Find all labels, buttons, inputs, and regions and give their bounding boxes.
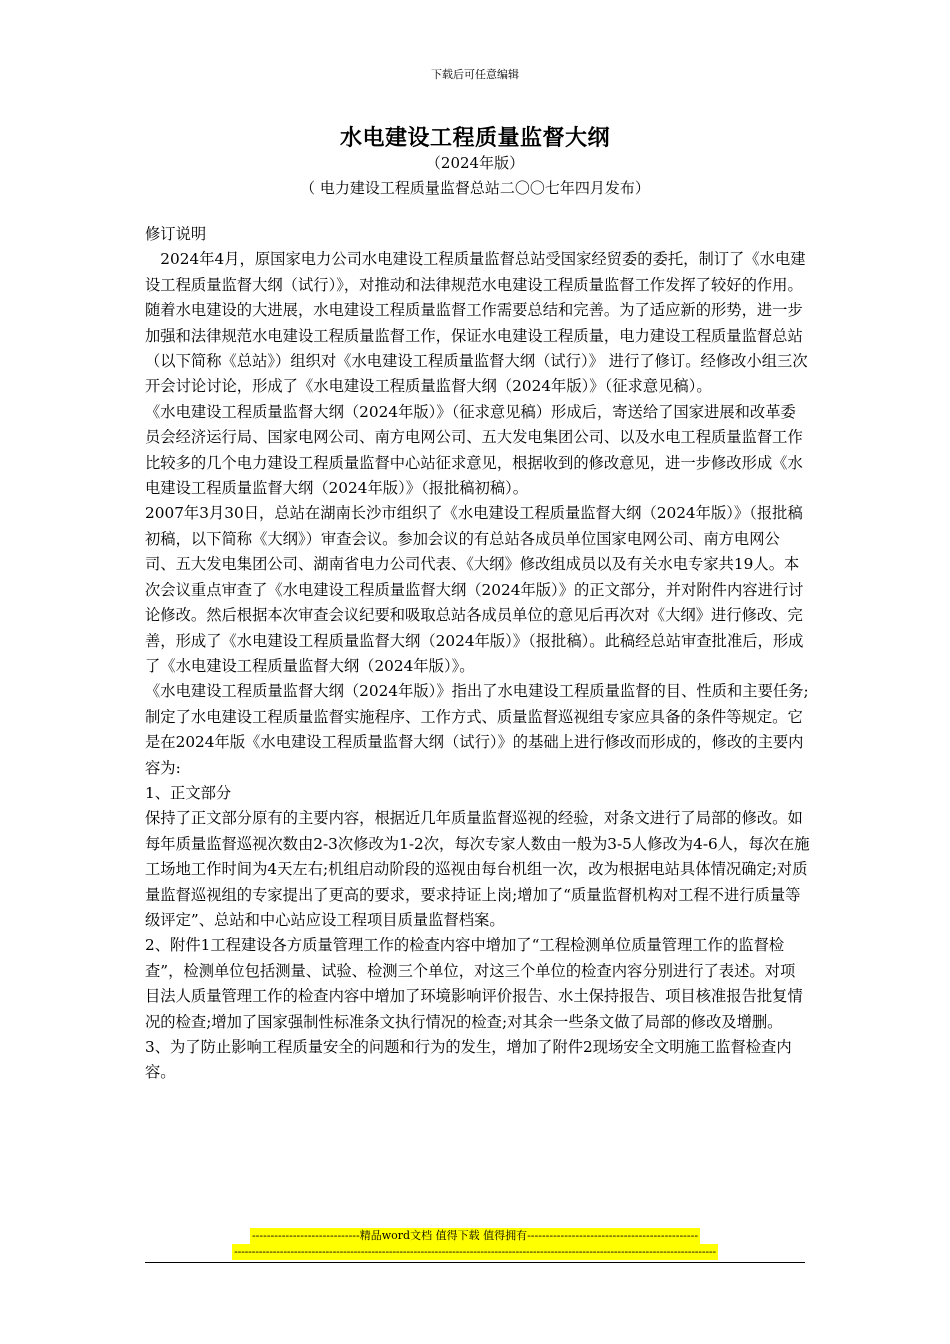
footer-banner-line1: -----------------------------精品word文档 值得下载 值得拥有---------------------------------------------- [251, 1229, 699, 1242]
edition-label: （2024年版） [425, 154, 525, 172]
list-heading: 1、正文部分 [145, 783, 232, 802]
list-item: 2、附件1工程建设各方质量管理工作的检查内容中增加了“工程检测单位质量管理工作的监督检查”，检测单位包括测量、试验、检测三个单位，对这三个单位的检查内容分别进行了表述。对项目法人质量管理工作的检查内容中增加了环境影响评价报告、水土保持报告、项目核准报告批复情况的检查;增加了国家强制性标准条文执行情况的检查;对其余一些条文做了局部的修改及增删。 [145, 936, 803, 1031]
footer-banner-line2: ----------------------------------------------------------------------------------------------------------------------------------------- [234, 1245, 716, 1258]
page-header-note: 下载后可任意编辑 [431, 68, 519, 81]
document-body [145, 222, 810, 1086]
paragraph: 保持了正文部分原有的主要内容，根据近几年质量监督巡视的经验，对条文进行了局部的修改。如每年质量监督巡视次数由2-3次修改为1-2次，每次专家人数由一般为3-5人修改为4-6人，每次在施工场地工作时间为4天左右;机组启动阶段的巡视由每台机组一次，改为根据电站具体情况确定;对质量监督巡视组的专家提出了更高的要求，要求持证上岗;增加了“质量监督机构对工程不进行质量等级评定”、总站和中心站应设工程项目质量监督档案。 [145, 809, 810, 929]
publisher-line: （ 电力建设工程质量监督总站二〇〇七年四月发布） [300, 179, 650, 197]
paragraph: 《水电建设工程质量监督大纲（2024年版）》指出了水电建设工程质量监督的目、性质和主要任务;制定了水电建设工程质量监督实施程序、工作方式、质量监督巡视组专家应具备的条件等规定。它是在2024年版《水电建设工程质量监督大纲（试行）》的基础上进行修改而形成的，修改的主要内容为: [145, 682, 809, 777]
footer-banner [0, 1228, 950, 1260]
paragraph: 《水电建设工程质量监督大纲（2024年版）》（征求意见稿）形成后，寄送给了国家进展和改革委员会经济运行局、国家电网公司、南方电网公司、五大发电集团公司、以及水电工程质量监督工作比较多的几个电力建设工程质量监督中心站征求意见，根据收到的修改意见，进一步修改形成《水电建设工程质量监督大纲（2024年版）》（报批稿初稿）。 [145, 402, 803, 498]
paragraph: 2024年4月，原国家电力公司水电建设工程质量监督总站受国家经贸委的委托，制订了《水电建设工程质量监督大纲（试行）》，对推动和法律规范水电建设工程质量监督工作发挥了较好的作用。随着水电建设的大进展，水电建设工程质量监督工作需要总结和完善。为了适应新的形势，进一步加强和法律规范水电建设工程质量监督工作，保证水电建设工程质量，电力建设工程质量监督总站（以下简称《总站》）组织对《水电建设工程质量监督大纲（试行）》 进行了修订。经修改小组三次开会讨论讨论，形成了《水电建设工程质量监督大纲（2024年版）》（征求意见稿）。 [145, 250, 808, 396]
document-title: 水电建设工程质量监督大纲 [339, 125, 610, 151]
list-item: 3、为了防止影响工程质量安全的问题和行为的发生，增加了附件2现场安全文明施工监督检查内容。 [145, 1038, 792, 1082]
footer-divider [145, 1262, 805, 1263]
section-heading-revision-notes: 修订说明 [145, 225, 207, 243]
paragraph: 2007年3月30日，总站在湖南长沙市组织了《水电建设工程质量监督大纲（2024年版）》（报批稿初稿，以下简称《大纲》）审查会议。参加会议的有总站各成员单位国家电网公司、南方电网公司、五大发电集团公司、湖南省电力公司代表、《大纲》修改组成员以及有关水电专家共19人。本次会议重点审查了《水电建设工程质量监督大纲（2024年版）》的正文部分，并对附件内容进行讨论修改。然后根据本次审查会议纪要和吸取总站各成员单位的意见后再次对《大纲》进行修改、完善，形成了《水电建设工程质量监督大纲（2024年版）》（报批稿）。此稿经总站审查批准后，形成了《水电建设工程质量监督大纲（2024年版）》。 [145, 504, 804, 675]
